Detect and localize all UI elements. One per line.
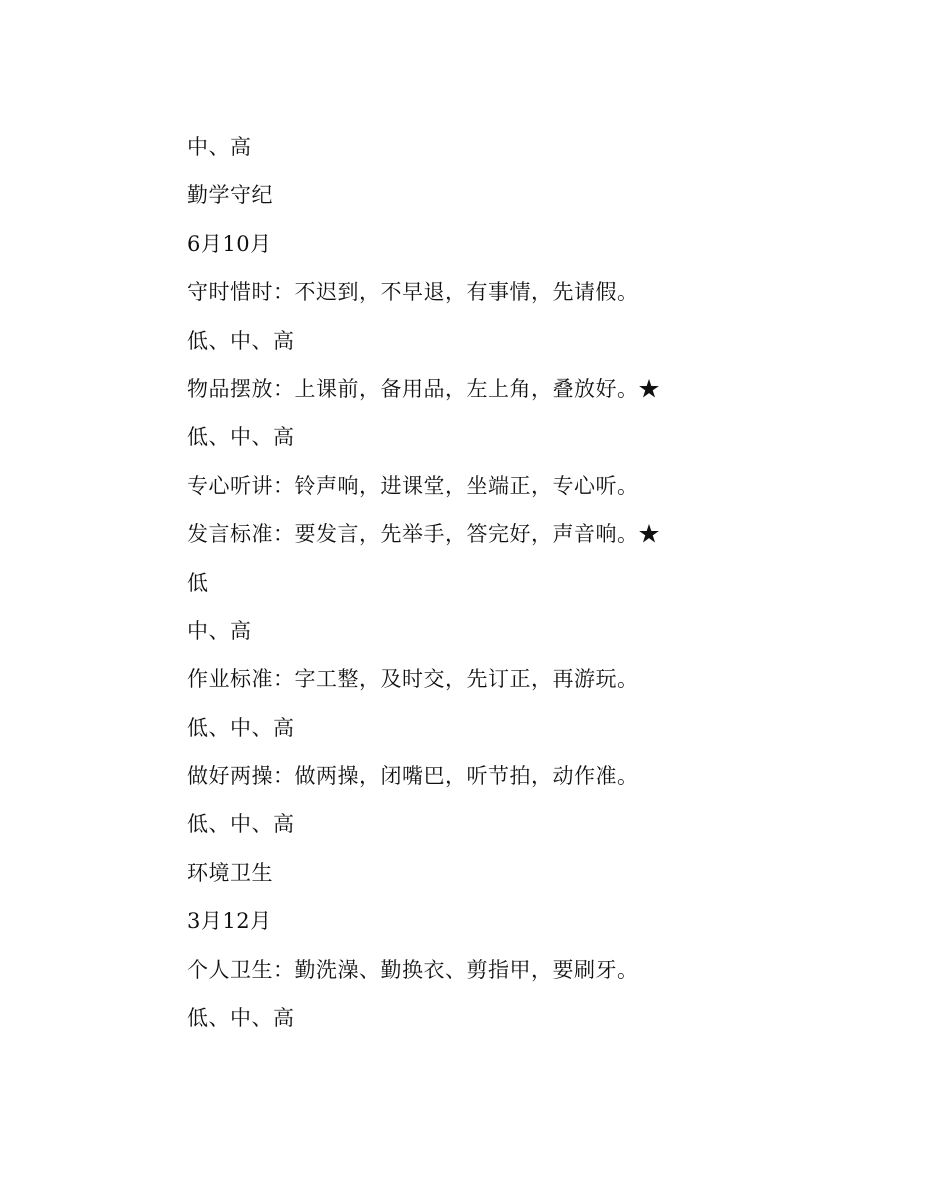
grade-levels-line: 中、高	[187, 135, 252, 159]
grade-levels-line: 低、中、高	[187, 425, 295, 450]
rule-homework-standard: 作业标准：字工整，及时交，先订正，再游玩。	[187, 667, 639, 692]
rule-item-placement: 物品摆放：上课前，备用品，左上角，叠放好。★	[187, 376, 660, 401]
grade-levels-line: 低	[187, 570, 209, 595]
month-range: 3月12月	[187, 909, 272, 934]
rule-exercises: 做好两操：做两操，闭嘴巴，听节拍，动作准。	[187, 764, 639, 789]
month-range: 6月10月	[187, 231, 272, 256]
grade-levels-line: 中、高	[187, 618, 252, 643]
grade-levels-line: 低、中、高	[187, 328, 295, 353]
grade-levels-line: 低、中、高	[187, 715, 295, 740]
section-heading-environment-hygiene: 环境卫生	[187, 860, 273, 885]
rule-attentive-listening: 专心听讲：铃声响，进课堂，坐端正，专心听。	[187, 473, 639, 498]
rule-speaking-standard: 发言标准：要发言，先举手，答完好，声音响。★	[187, 522, 660, 547]
grade-levels-line: 低、中、高	[187, 812, 295, 837]
rule-personal-hygiene: 个人卫生：勤洗澡、勤换衣、剪指甲，要刷牙。	[187, 957, 639, 982]
rule-punctuality: 守时惜时：不迟到，不早退，有事情，先请假。	[187, 280, 639, 305]
section-heading-study-discipline: 勤学守纪	[187, 183, 273, 208]
grade-levels-line: 低、中、高	[187, 1006, 295, 1031]
document-body	[187, 129, 887, 1048]
